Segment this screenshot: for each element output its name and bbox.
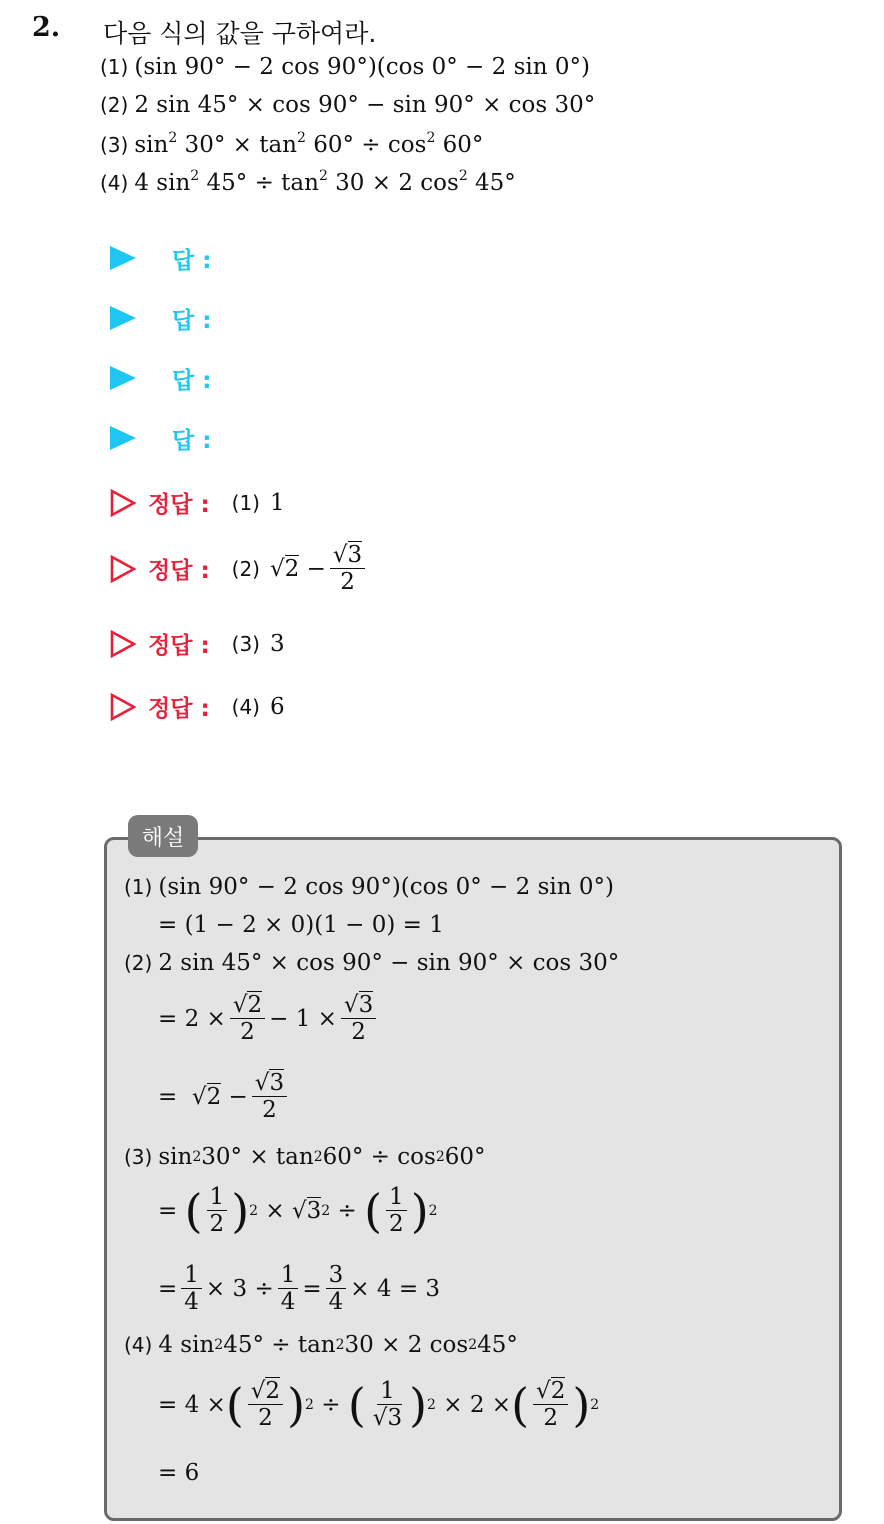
solution-line-7: = ( $\frac{1}{2}$ ) 2 × √ 3 2 ÷ ( $\frac{1}{2}$ ) 2 [158,1183,438,1238]
answer-row-1[interactable] [110,238,211,278]
solution-line-2: = (1 − 2 × 0)(1 − 0) = 1 [158,912,444,938]
question-item-3: (3) $\sin^2 30^\circ \times \tan^2 60^\circ \div \cos^2 60^\circ$ [100,130,484,158]
solution-line-4: = 2 × $\frac{√2}{2}$ − 1 × $\frac{√3}{2}$ [158,992,380,1046]
question-item-2: (2) 2 sin 45° × cos 90° − sin 90° × cos 30° [100,92,596,118]
answer-label: 답 : [172,307,212,334]
solution-line-8: = $\frac{1}{4}$ × 3 ÷ $\frac{1}{4}$ = $\frac{3}{4}$ × 4 = 3 [158,1262,441,1316]
correct-answer-2: 정답 : (2) √2 − $\frac{√3}{2}$ [110,542,369,596]
question-item-1: (1) (sin 90° − 2 cos 90°)(cos 0° − 2 sin 0°) [100,54,590,80]
solution-line-9: (4) 4 sin 2 45° ÷ tan 2 30 × 2 cos 2 45° [124,1332,518,1358]
solution-line-10: = 4 × ( $\frac{√2}{2}$ ) 2 ÷ ( $\frac{1}{√3}$ ) 2 × 2 × ( $\frac{√2}{2}$ ) 2 [158,1377,600,1432]
solution-badge: 해설 [128,815,198,857]
correct-answer-1: 정답 : (1) 1 [110,486,285,519]
play-triangle-icon [110,366,136,390]
question-title: 다음 식의 값을 구하여라. [103,19,377,48]
answer-row-3[interactable] [110,358,211,398]
correct-answer-4: 정답 : (4) 6 [110,690,285,723]
play-triangle-icon [110,426,136,450]
play-triangle-icon [110,246,136,270]
answer-label: 답 : [172,367,212,394]
play-triangle-icon [110,306,136,330]
correct-answer-3: 정답 : (3) 3 [110,627,285,660]
answer-row-2[interactable] [110,298,211,338]
question-item-4: (4) 4 $\sin^2 45^\circ \div \tan^2 30 \times 2$ $\cos^2 45^\circ$ [100,168,516,196]
solution-line-11: = 6 [158,1460,200,1486]
outline-triangle-icon [110,693,136,721]
answer-label: 답 : [172,247,212,274]
outline-triangle-icon [110,489,136,517]
solution-line-1: (1) (sin 90° − 2 cos 90°)(cos 0° − 2 sin 0°) [124,874,614,900]
solution-line-5: = √ 2 − $\frac{√3}{2}$ [158,1070,291,1124]
solution-line-3: (2) 2 sin 45° × cos 90° − sin 90° × cos 30° [124,950,620,976]
outline-triangle-icon [110,630,136,658]
question-number: 2. [32,12,61,43]
answer-row-4[interactable] [110,418,211,458]
outline-triangle-icon [110,555,136,583]
answer-label: 답 : [172,427,212,454]
solution-line-6: (3) sin 2 30° × tan 2 60° ÷ cos 2 60° [124,1144,486,1170]
